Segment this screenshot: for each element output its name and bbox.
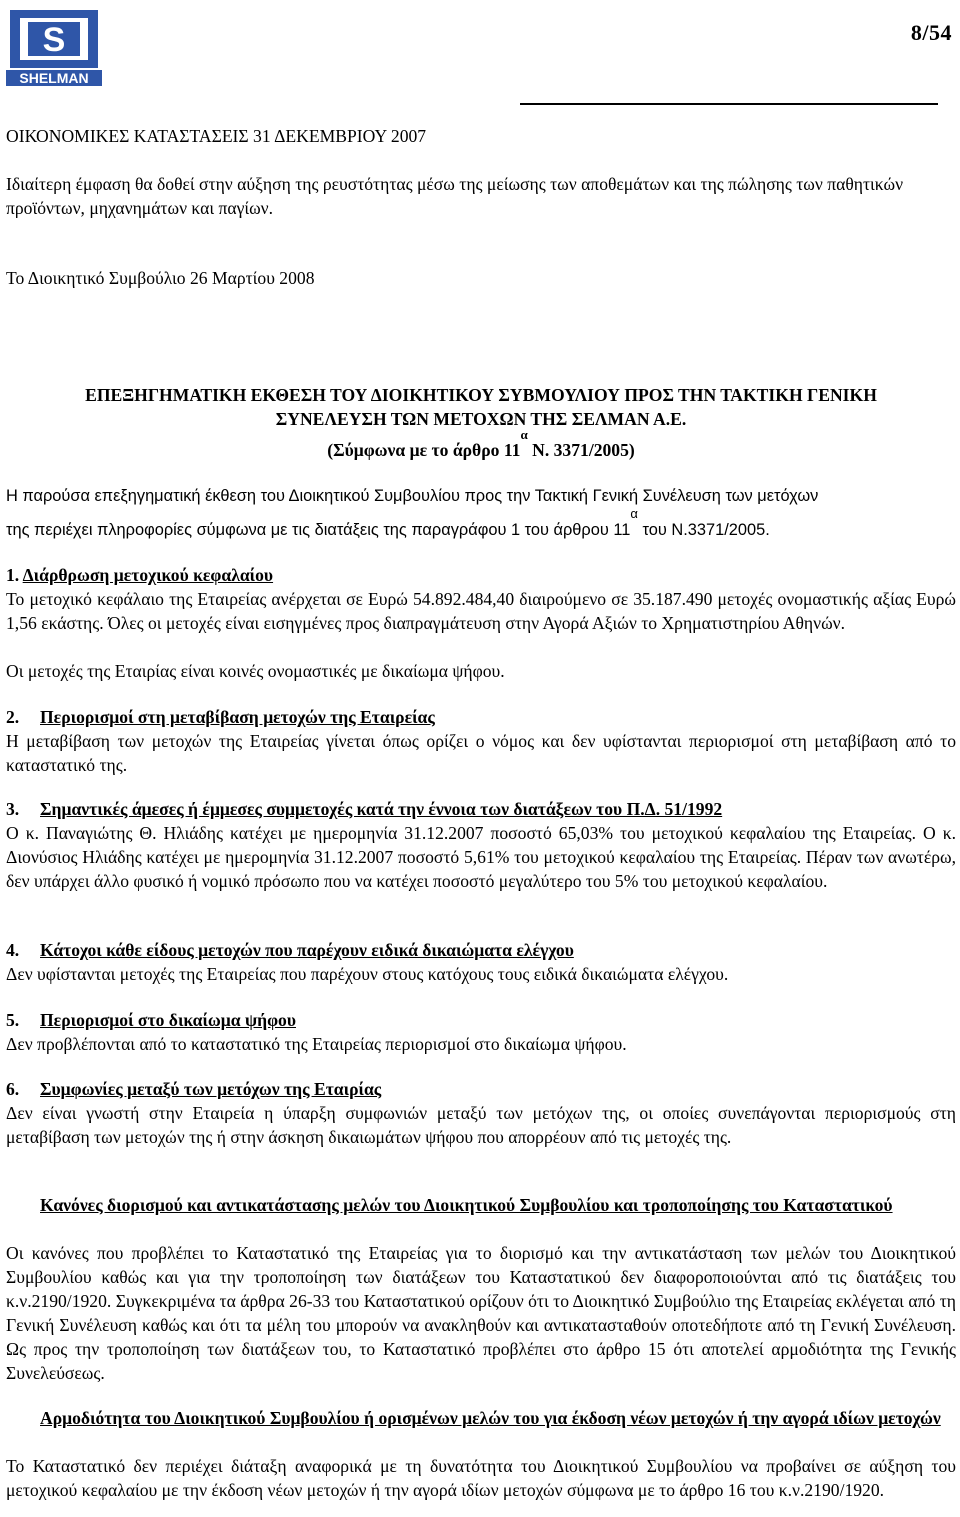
section-2-body: Η μεταβίβαση των μετοχών της Εταιρείας γίνεται όπως ορίζει ο νόμος και δεν υφίστανται περιορισμοί στη μεταβίβαση από το καταστατικό της. bbox=[6, 731, 956, 775]
report-subheading: (Σύμφωνα με το άρθρο $11^\alpha$ Ν. 3371/2005) bbox=[327, 427, 635, 460]
section-3-body: Ο κ. Παναγιώτης Θ. Ηλιάδης κατέχει με ημερομηνία 31.12.2007 ποσοστό 65,03% του μετοχικού κεφαλαίου της Εταιρείας. Ο κ. Διονύσιος Ηλιάδης κατέχει με ημερομηνία 31.12.2007 ποσοστό 5,61% του μετοχικού κεφαλαίου της Εταιρείας. Πέραν των ανωτέρω, δεν υπάρχει άλλο φυσικό ή νομικό πρόσωπο που να κατέχει ποσοστό μεγαλύτερο του 5% του μετοχικού κεφαλαίου. bbox=[6, 823, 956, 891]
report-heading-line2: ΣΥΝΕΛΕΥΣΗ ΤΩΝ ΜΕΤΟΧΩΝ ΤΗΣ ΣΕΛΜΑΝ Α.Ε. bbox=[275, 409, 687, 429]
report-intro-line1: Η παρούσα επεξηγηματική έκθεση του Διοικητικού Συμβουλίου προς την Τακτική Γενική Συνέλευση των μετόχων bbox=[6, 487, 819, 505]
svg-text:S: S bbox=[42, 21, 66, 59]
board-line: Το Διοικητικό Συμβούλιο 26 Μαρτίου 2008 bbox=[6, 268, 315, 288]
section-8-heading: Αρμοδιότητα του Διοικητικού Συμβουλίου ή ορισμένων μελών του για έκδοση νέων μετοχών ή την αγορά ιδίων μετοχών bbox=[40, 1408, 941, 1428]
section-1-paragraph-1: Το μετοχικό κεφάλαιο της Εταιρείας ανέρχεται σε Ευρώ 54.892.484,40 διαιρούμενο σε 35.187.490 μετοχές ονομαστικής αξίας Ευρώ 1,56 εκάστης. Όλες οι μετοχές είναι εισηγμένες προς διαπραγμάτευση στην Αγορά Αξιών το Χρηματιστηρίου Αθηνών. bbox=[6, 589, 956, 633]
section-1-heading: 1. Διάρθρωση μετοχικού κεφαλαίου bbox=[6, 565, 274, 585]
section-4-heading: 4. Κάτοχοι κάθε είδους μετοχών που παρέχουν ειδικά δικαιώματα ελέγχου bbox=[6, 940, 574, 960]
page-number: 8/54 bbox=[910, 20, 952, 45]
section-7-body: Οι κανόνες που προβλέπει το Καταστατικό της Εταιρείας για το διορισμό και την αντικατάσταση των μελών του Διοικητικού Συμβουλίου καθώς και για την τροποποίηση των διατάξεων του Καταστατικού δεν διαφοροποιούνται από τις διατάξεις του κ.ν.2190/1920. Συγκεκριμένα τα άρθρα 26-33 του Καταστατικού ορίζουν ότι το Διοικητικό Συμβούλιο της Εταιρείας εκλέγεται από τη Γενική Συνέλευση καθώς και ότι τα μέλη του μπορούν να ανακληθούν και αντικατασταθούν οποτεδήποτε από τη Γενική Συνέλευση. Ως προς την τροποποίηση των διατάξεων του, το Καταστατικό προβλέπει στο άρθρο 15 ότι αποτελεί αρμοδιότητα της Γενικής Συνελεύσεως. bbox=[6, 1243, 956, 1383]
section-5-body: Δεν προβλέπονται από το καταστατικό της Εταιρείας περιορισμοί στο δικαίωμα ψήφου. bbox=[6, 1034, 627, 1054]
section-6-body: Δεν είναι γνωστή στην Εταιρεία η ύπαρξη συμφωνιών μεταξύ των μετόχων της, οι οποίες συνεπάγονται περιορισμούς στη μεταβίβαση των μετοχών της ή στην άσκηση δικαιωμάτων ψήφου που απορρέουν από τις μετοχές της. bbox=[6, 1103, 956, 1147]
section-3-heading: 3. Σημαντικές άμεσες ή έμμεσες συμμετοχές κατά την έννοια των διατάξεων του Π.Δ. 51/1992 bbox=[6, 799, 723, 819]
section-4-body: Δεν υφίστανται μετοχές της Εταιρείας που παρέχουν στους κατόχους τους ειδικά δικαιώματα ελέγχου. bbox=[6, 964, 729, 984]
report-intro-line2: της περιέχει πληροφορίες σύμφωνα με τις διατάξεις της παραγράφου 1 του άρθρου $11^\alpha$ του Ν.3371/2005. bbox=[6, 506, 770, 539]
section-6-heading: 6. Συμφωνίες μεταξύ των μετόχων της Εταιρίας bbox=[6, 1079, 382, 1099]
document-title: ΟΙΚΟΝΟΜΙΚΕΣ ΚΑΤΑΣΤΑΣΕΙΣ 31 ΔΕΚΕΜΒΡΙΟΥ 2007 bbox=[6, 126, 427, 146]
shelman-logo bbox=[6, 8, 102, 88]
report-heading-line1: ΕΠΕΞΗΓΗΜΑΤΙΚΗ ΕΚΘΕΣΗ ΤΟΥ ΔΙΟΙΚΗΤΙΚΟΥ ΣΥΒΜΟΥΛΙΟΥ ΠΡΟΣ ΤΗΝ ΤΑΚΤΙΚΗ ΓΕΝΙΚΗ bbox=[85, 385, 877, 405]
section-7-heading: Κανόνες διορισμού και αντικατάστασης μελών του Διοικητικού Συμβουλίου και τροποποίησης του Καταστατικού bbox=[40, 1195, 893, 1215]
intro-paragraph: Ιδιαίτερη έμφαση θα δοθεί στην αύξηση της ρευστότητας μέσω της μείωσης των αποθεμάτων και της πώλησης των παθητικών προϊόντων, μηχανημάτων και παγίων. bbox=[6, 174, 904, 218]
section-1-paragraph-2: Οι μετοχές της Εταιρίας είναι κοινές ονομαστικές με δικαίωμα ψήφου. bbox=[6, 661, 505, 681]
section-8-body: Το Καταστατικό δεν περιέχει διάταξη αναφορικά με τη δυνατότητα του Διοικητικού Συμβουλίου να προβαίνει σε αύξηση του μετοχικού κεφαλαίου με την έκδοση νέων μετοχών ή την αγορά ιδίων μετοχών σύμφωνα με το άρθρο 16 του κ.ν.2190/1920. bbox=[6, 1456, 956, 1500]
header-rule bbox=[520, 103, 938, 105]
section-5-heading: 5. Περιορισμοί στο δικαίωμα ψήφου bbox=[6, 1010, 296, 1030]
logo-text: SHELMAN bbox=[19, 70, 89, 86]
section-2-heading: 2. Περιορισμοί στη μεταβίβαση μετοχών της Εταιρείας bbox=[6, 707, 435, 727]
